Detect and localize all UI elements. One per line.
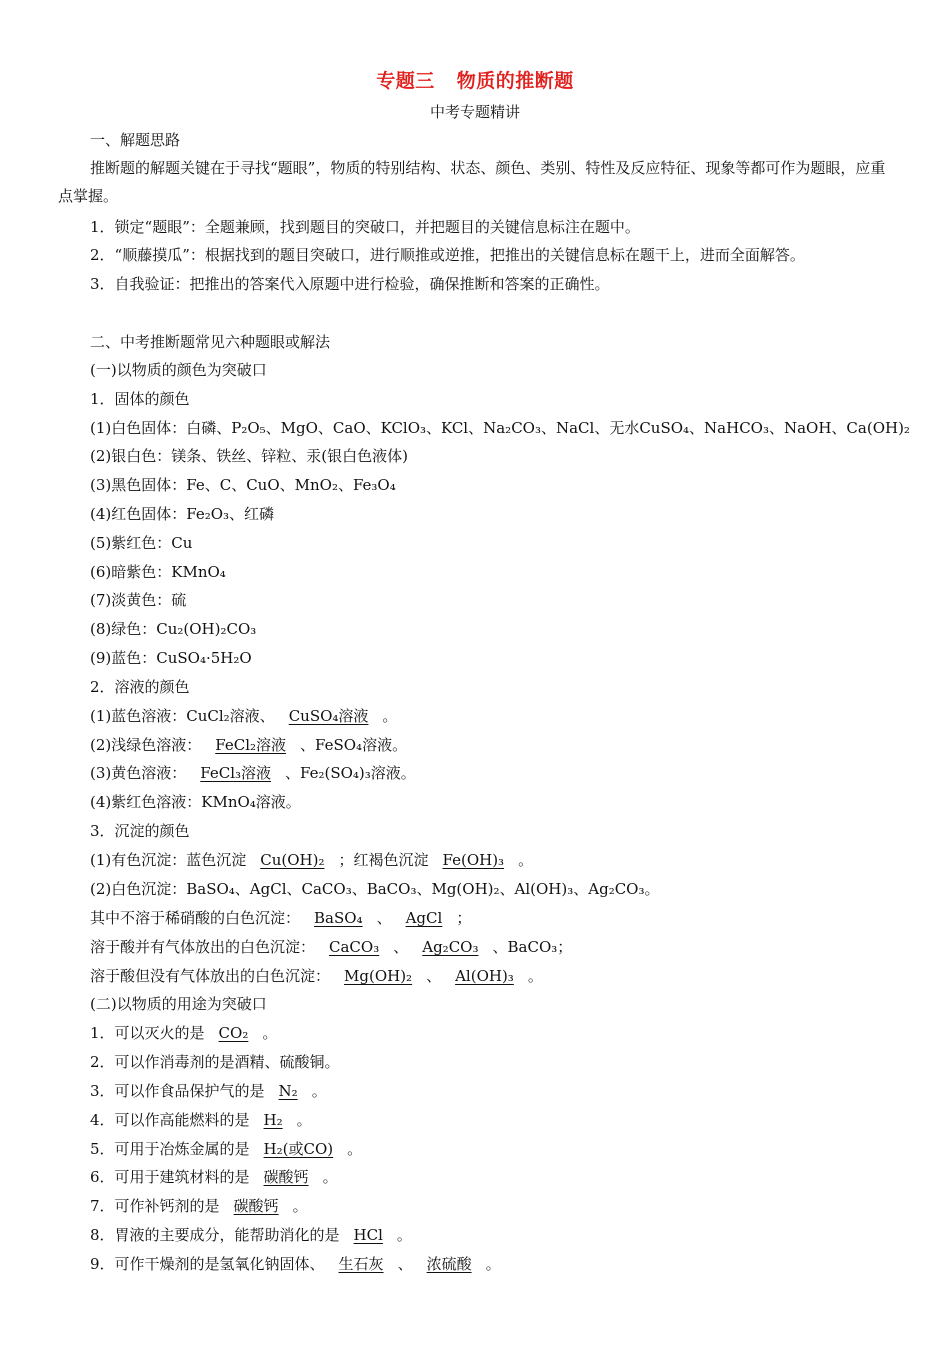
answer-blank: 碳酸钙	[233, 1197, 279, 1215]
answer-blank: N₂	[278, 1082, 298, 1100]
step-2: 2．“顺藤摸瓜”：根据找到的题目突破口，进行顺推或逆推，把推出的关键信息标在题干上，进而全面解答。	[90, 246, 805, 264]
page-subtitle: 中考专题精讲	[429, 103, 520, 121]
solid-item: (7)淡黄色：硫	[90, 591, 187, 609]
solid-item: (8)绿色：Cu₂(OH)₂CO₃	[90, 620, 257, 638]
answer-blank: Cu(OH)₂	[260, 851, 325, 869]
answer-blank: H₂	[263, 1111, 283, 1129]
answer-blank: Mg(OH)₂	[344, 967, 413, 985]
section2-heading: 二、中考推断题常见六种题眼或解法	[90, 333, 331, 351]
solution-item-green: (2)浅绿色溶液： FeCl₂溶液 、FeSO₄溶液。	[90, 736, 408, 754]
solid-color-heading: 1．固体的颜色	[90, 390, 190, 408]
solid-item: (5)紫红色：Cu	[90, 534, 193, 552]
subsection1-heading: (一)以物质的颜色为突破口	[90, 361, 267, 379]
use-item: 9．可作干燥剂的是氢氧化钠固体、 生石灰 、 浓硫酸 。	[90, 1255, 501, 1273]
answer-blank: H₂(或CO)	[263, 1140, 334, 1158]
solution-color-heading: 2．溶液的颜色	[90, 678, 190, 696]
precipitate-colored: (1)有色沉淀：蓝色沉淀 Cu(OH)₂ ；红褐色沉淀 Fe(OH)₃ 。	[90, 851, 534, 869]
answer-blank: BaSO₄	[314, 909, 363, 927]
use-item: 4．可以作高能燃料的是 H₂ 。	[90, 1111, 312, 1129]
answer-blank: CO₂	[218, 1024, 249, 1042]
answer-blank: 碳酸钙	[263, 1168, 309, 1186]
solution-item-yellow: (3)黄色溶液： FeCl₃溶液 、Fe₂(SO₄)₃溶液。	[90, 764, 416, 782]
subsection2-heading: (二)以物质的用途为突破口	[90, 995, 267, 1013]
answer-blank: CaCO₃	[329, 938, 380, 956]
answer-blank: Ag₂CO₃	[422, 938, 479, 956]
answer-blank: CuSO₄溶液	[288, 707, 369, 725]
use-item: 2．可以作消毒剂的是酒精、硫酸铜。	[90, 1053, 340, 1071]
solid-item: (9)蓝色：CuSO₄·5H₂O	[90, 649, 252, 667]
answer-blank: Al(OH)₃	[455, 967, 514, 985]
use-item: 7．可作补钙剂的是 碳酸钙 。	[90, 1197, 308, 1215]
precipitate-white: (2)白色沉淀：BaSO₄、AgCl、CaCO₃、BaCO₃、Mg(OH)₂、Al(OH)₃、Ag₂CO₃。	[90, 880, 660, 898]
use-item: 8．胃液的主要成分，能帮助消化的是 HCl 。	[90, 1226, 412, 1244]
solid-item: (6)暗紫色：KMnO₄	[90, 563, 226, 581]
precipitate-insoluble: 其中不溶于稀硝酸的白色沉淀： BaSO₄ 、 AgCl ；	[90, 909, 472, 927]
section1-intro: 推断题的解题关键在于寻找“题眼”，物质的特别结构、状态、颜色、类别、特性及反应特征、现象等都可作为题眼，应重点掌握。	[58, 159, 886, 205]
answer-blank: FeCl₂溶液	[215, 736, 287, 754]
solution-item-purple: (4)紫红色溶液：KMnO₄溶液。	[90, 793, 301, 811]
section1-heading: 一、解题思路	[90, 131, 181, 149]
answer-blank: Fe(OH)₃	[442, 851, 505, 869]
step-3: 3．自我验证：把推出的答案代入原题中进行检验，确保推断和答案的正确性。	[90, 275, 610, 293]
solid-item: (3)黑色固体：Fe、C、CuO、MnO₂、Fe₃O₄	[90, 476, 396, 494]
step-1: 1．锁定“题眼”：全题兼顾，找到题目的突破口，并把题目的关键信息标注在题中。	[90, 218, 640, 236]
solid-item: (1)白色固体：白磷、P₂O₅、MgO、CaO、KClO₃、KCl、Na₂CO₃、NaCl、无水CuSO₄、NaHCO₃、NaOH、Ca(OH)₂	[90, 419, 910, 437]
solid-item: (4)红色固体：Fe₂O₃、红磷	[90, 505, 275, 523]
use-item: 5．可用于冶炼金属的是 H₂(或CO) 。	[90, 1140, 363, 1158]
title-part2: 物质的推断题	[456, 70, 574, 92]
page-title	[0, 66, 950, 93]
solid-item: (2)银白色：镁条、铁丝、锌粒、汞(银白色液体)	[90, 447, 408, 465]
use-item: 1．可以灭火的是 CO₂ 。	[90, 1024, 278, 1042]
use-item: 6．可用于建筑材料的是 碳酸钙 。	[90, 1168, 338, 1186]
use-item: 3．可以作食品保护气的是 N₂ 。	[90, 1082, 327, 1100]
solution-item-blue: (1)蓝色溶液：CuCl₂溶液、 CuSO₄溶液 。	[90, 707, 398, 725]
answer-blank: HCl	[353, 1226, 383, 1244]
answer-blank: 生石灰	[338, 1255, 384, 1273]
title-part1: 专题三	[376, 70, 435, 92]
answer-blank: 浓硫酸	[426, 1255, 472, 1273]
answer-blank: AgCl	[405, 909, 443, 927]
precipitate-nogas: 溶于酸但没有气体放出的白色沉淀： Mg(OH)₂ 、 Al(OH)₃ 。	[90, 967, 543, 985]
precipitate-color-heading: 3．沉淀的颜色	[90, 822, 190, 840]
precipitate-gas: 溶于酸并有气体放出的白色沉淀： CaCO₃ 、 Ag₂CO₃ 、BaCO₃；	[90, 938, 573, 956]
answer-blank: FeCl₃溶液	[200, 764, 272, 782]
